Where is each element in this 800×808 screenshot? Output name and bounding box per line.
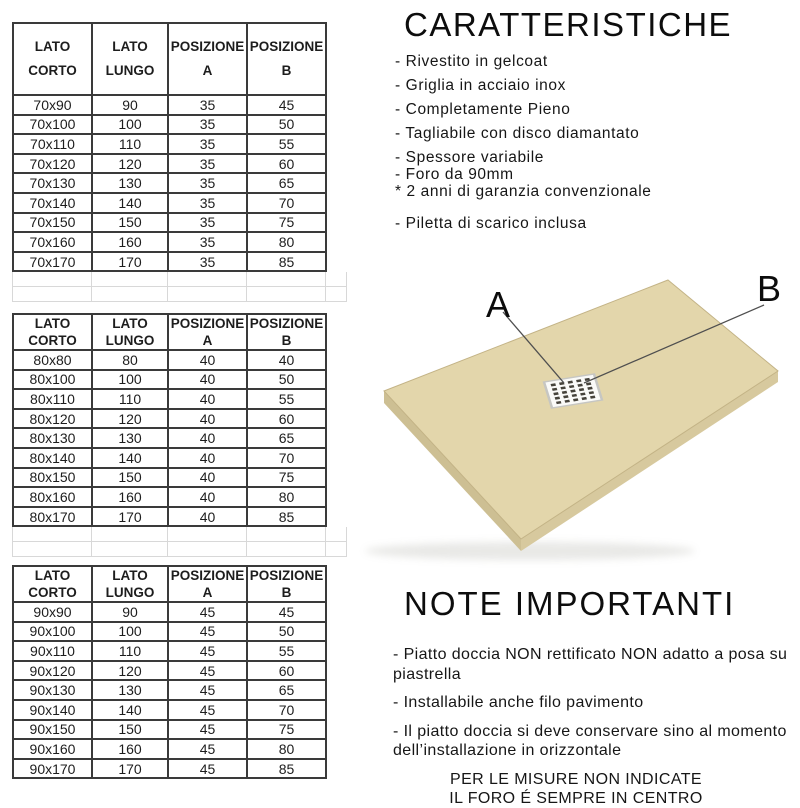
size-cell: 45 (168, 759, 247, 779)
size-cell: 45 (168, 602, 247, 622)
size-cell: 80 (247, 232, 326, 252)
size-cell: 35 (168, 154, 247, 174)
note-item: - Piatto doccia NON rettificato NON adatto a posa su piastrella (393, 646, 788, 683)
size-cell: 80 (247, 739, 326, 759)
notes-title: NOTE IMPORTANTI (404, 585, 736, 622)
size-cell: 90 (92, 602, 168, 622)
size-cell: 40 (168, 487, 247, 507)
size-cell: 100 (92, 370, 168, 390)
size-cell: 80x170 (13, 507, 92, 527)
size-cell: 80x80 (13, 350, 92, 370)
size-cell: 110 (92, 641, 168, 661)
notes-list (388, 645, 798, 761)
size-cell: 50 (247, 622, 326, 642)
size-cell: 45 (247, 602, 326, 622)
size-cell: 55 (247, 641, 326, 661)
size-cell: 60 (247, 154, 326, 174)
size-cell: 85 (247, 507, 326, 527)
size-cell: 65 (247, 428, 326, 448)
size-cell: 90x110 (13, 641, 92, 661)
note-footer-line: IL FORO É SEMPRE IN CENTRO (449, 789, 703, 807)
notes-footer (388, 770, 798, 808)
size-cell: 100 (92, 115, 168, 135)
column-header: LATO LUNGO (92, 314, 168, 350)
size-cell: 40 (168, 507, 247, 527)
size-cell: 55 (247, 134, 326, 154)
feature-item: - Spessore variabile (395, 149, 544, 166)
size-cell: 120 (92, 661, 168, 681)
size-cell: 130 (92, 680, 168, 700)
size-cell: 170 (92, 507, 168, 527)
size-cell: 85 (247, 252, 326, 272)
size-cell: 40 (168, 389, 247, 409)
size-cell: 70x130 (13, 173, 92, 193)
size-cell: 35 (168, 173, 247, 193)
size-cell: 90x160 (13, 739, 92, 759)
size-cell: 45 (168, 739, 247, 759)
size-cell: 45 (168, 680, 247, 700)
feature-item: - Griglia in acciaio inox (395, 77, 566, 94)
size-cell: 130 (92, 173, 168, 193)
size-cell: 65 (247, 680, 326, 700)
size-cell: 70 (247, 448, 326, 468)
column-header: POSIZIONE A (168, 566, 247, 602)
size-cell: 40 (168, 350, 247, 370)
column-header: POSIZIONE B (247, 23, 326, 95)
size-cell: 40 (247, 350, 326, 370)
size-cell: 140 (92, 700, 168, 720)
size-cell: 140 (92, 448, 168, 468)
size-cell: 90x150 (13, 720, 92, 740)
size-cell: 160 (92, 487, 168, 507)
column-header: LATO CORTO (13, 566, 92, 602)
size-cell: 35 (168, 95, 247, 115)
size-cell: 40 (168, 468, 247, 488)
size-cell: 35 (168, 252, 247, 272)
size-cell: 80x120 (13, 409, 92, 429)
size-cell: 85 (247, 759, 326, 779)
size-cell: 35 (168, 134, 247, 154)
size-cell: 40 (168, 409, 247, 429)
column-header: POSIZIONE A (168, 23, 247, 95)
notes-section (388, 585, 798, 808)
size-cell: 70x150 (13, 213, 92, 233)
size-cell: 40 (168, 428, 247, 448)
tray-top-face (384, 280, 778, 539)
size-cell: 50 (247, 370, 326, 390)
size-cell: 70x100 (13, 115, 92, 135)
feature-item: * 2 anni di garanzia convenzionale (395, 183, 652, 200)
size-cell: 75 (247, 468, 326, 488)
size-cell: 50 (247, 115, 326, 135)
column-header: LATO LUNGO (92, 23, 168, 95)
note-item: - Il piatto doccia si deve conservare sino al momento dell’installazione in orizzontale (393, 722, 787, 759)
size-cell: 70x160 (13, 232, 92, 252)
size-cell: 90x130 (13, 680, 92, 700)
size-cell: 120 (92, 409, 168, 429)
column-header: POSIZIONE B (247, 314, 326, 350)
size-cell: 80x150 (13, 468, 92, 488)
size-cell: 75 (247, 720, 326, 740)
size-cell: 100 (92, 622, 168, 642)
size-cell: 35 (168, 232, 247, 252)
column-header: LATO CORTO (13, 314, 92, 350)
note-footer-line: PER LE MISURE NON INDICATE (450, 770, 702, 788)
size-cell: 80 (247, 487, 326, 507)
size-cell: 70x90 (13, 95, 92, 115)
size-cell: 90x100 (13, 622, 92, 642)
size-cell: 35 (168, 115, 247, 135)
size-cell: 40 (168, 370, 247, 390)
size-cell: 45 (247, 95, 326, 115)
size-cell: 90x140 (13, 700, 92, 720)
size-cell: 60 (247, 409, 326, 429)
size-cell: 90x170 (13, 759, 92, 779)
size-cell: 130 (92, 428, 168, 448)
size-cell: 65 (247, 173, 326, 193)
size-cell: 80x100 (13, 370, 92, 390)
column-header: POSIZIONE B (247, 566, 326, 602)
size-cell: 70x140 (13, 193, 92, 213)
size-cell: 160 (92, 739, 168, 759)
size-cell: 150 (92, 213, 168, 233)
size-cell: 110 (92, 389, 168, 409)
size-cell: 90x120 (13, 661, 92, 681)
size-cell: 80 (92, 350, 168, 370)
size-cell: 150 (92, 468, 168, 488)
size-cell: 170 (92, 759, 168, 779)
column-header: LATO LUNGO (92, 566, 168, 602)
size-cell: 90 (92, 95, 168, 115)
size-cell: 55 (247, 389, 326, 409)
size-cell: 45 (168, 700, 247, 720)
column-header: POSIZIONE A (168, 314, 247, 350)
size-cell: 140 (92, 193, 168, 213)
callout-label-b: B (757, 268, 782, 309)
size-cell: 80x130 (13, 428, 92, 448)
callout-label-a: A (486, 284, 511, 325)
size-cell: 70x120 (13, 154, 92, 174)
size-cell: 120 (92, 154, 168, 174)
size-cell: 75 (247, 213, 326, 233)
size-cell: 110 (92, 134, 168, 154)
size-cell: 45 (168, 661, 247, 681)
feature-item: - Piletta di scarico inclusa (395, 215, 587, 232)
size-cell: 35 (168, 193, 247, 213)
features-title: CARATTERISTICHE (404, 6, 733, 43)
size-cell: 170 (92, 252, 168, 272)
note-item: - Installabile anche filo pavimento (393, 694, 644, 711)
size-cell: 70x110 (13, 134, 92, 154)
size-cell: 160 (92, 232, 168, 252)
column-header: LATO CORTO (13, 23, 92, 95)
size-cell: 80x140 (13, 448, 92, 468)
size-cell: 70 (247, 193, 326, 213)
feature-item: - Completamente Pieno (395, 101, 571, 118)
size-cell: 40 (168, 448, 247, 468)
size-cell: 80x110 (13, 389, 92, 409)
size-cell: 90x90 (13, 602, 92, 622)
size-cell: 45 (168, 622, 247, 642)
size-cell: 80x160 (13, 487, 92, 507)
feature-item: - Rivestito in gelcoat (395, 53, 548, 70)
size-cell: 60 (247, 661, 326, 681)
size-cell: 150 (92, 720, 168, 740)
feature-item: - Tagliabile con disco diamantato (395, 125, 640, 142)
size-cell: 35 (168, 213, 247, 233)
feature-item: - Foro da 90mm (395, 166, 514, 183)
size-cell: 70x170 (13, 252, 92, 272)
size-cell: 45 (168, 720, 247, 740)
size-cell: 70 (247, 700, 326, 720)
size-cell: 45 (168, 641, 247, 661)
